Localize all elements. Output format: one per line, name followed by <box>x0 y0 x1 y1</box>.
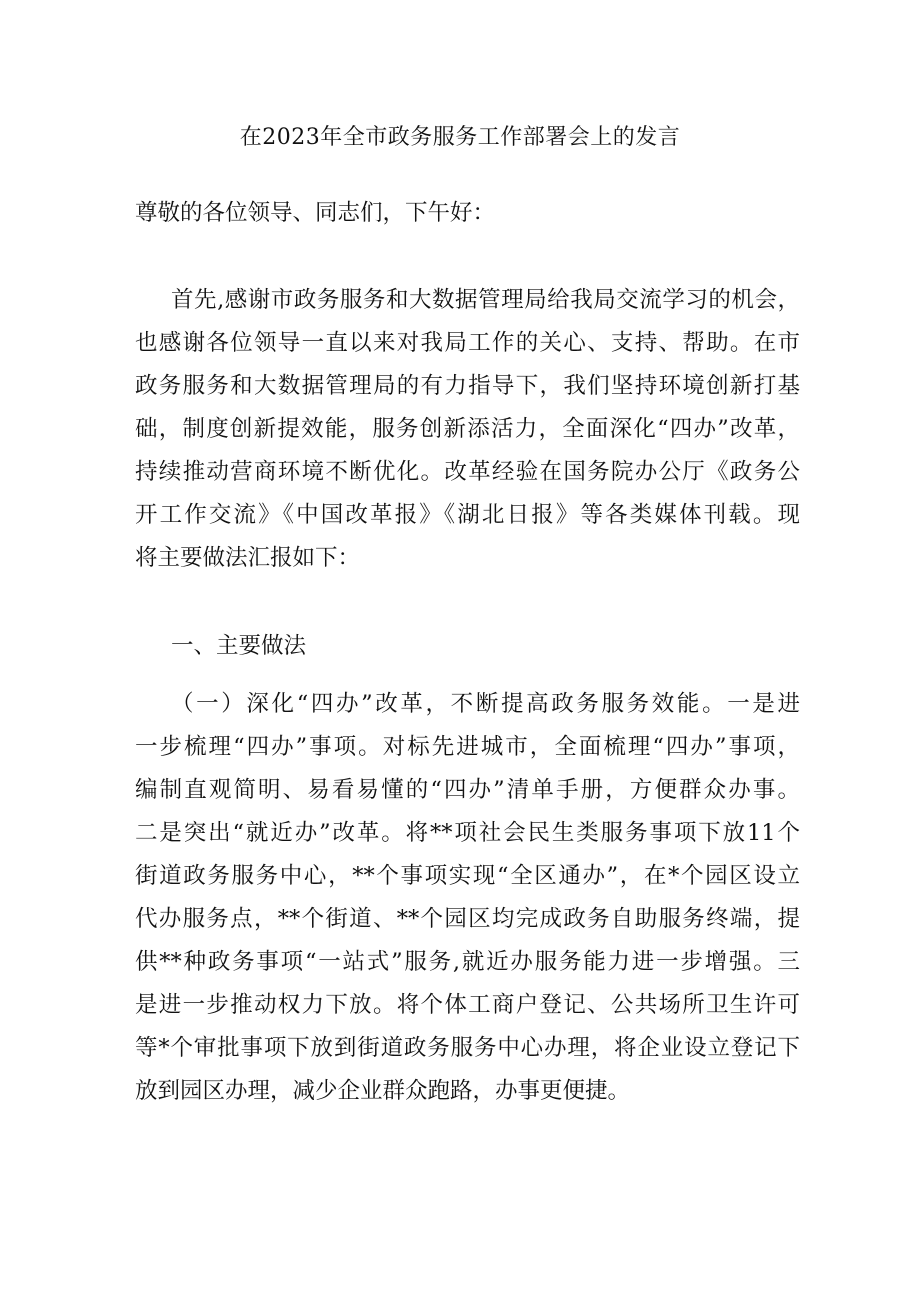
paragraph-line: 是进一步推动权力下放。将个体工商户登记、公共场所卫生许可 <box>135 992 800 1018</box>
paragraph-line: 将主要做法汇报如下： <box>135 545 361 571</box>
salutation: 尊敬的各位领导、同志们，下午好： <box>135 200 496 226</box>
paragraph-line: 也感谢各位领导一直以来对我局工作的关心、支持、帮助。在市 <box>135 330 800 356</box>
paragraph-intro <box>135 283 800 584</box>
paragraph-line: 二是突出“就近办”改革。将**项社会民生类服务事项下放11个 <box>135 820 800 846</box>
paragraph-line: 政务服务和大数据管理局的有力指导下，我们坚持环境创新打基 <box>135 373 800 399</box>
paragraph-line: 持续推动营商环境不断优化。改革经验在国务院办公厅《政务公 <box>135 459 800 485</box>
paragraph-line: 代办服务点，**个街道、**个园区均完成政务自助服务终端，提 <box>135 906 800 932</box>
paragraph-line: 编制直观简明、易看易懂的“四办”清单手册，方便群众办事。 <box>135 777 800 803</box>
paragraph-line: 开工作交流》《中国改革报》《湖北日报》等各类媒体刊载。现 <box>135 502 800 528</box>
paragraph-line: （一）深化“四办”改革，不断提高政务服务效能。一是进 <box>171 691 800 717</box>
section-heading: 一、主要做法 <box>171 633 307 659</box>
paragraph-line: 供**种政务事项“一站式”服务,就近办服务能力进一步增强。三 <box>135 949 800 975</box>
paragraph-line: 础，制度创新提效能，服务创新添活力，全面深化“四办”改革， <box>135 416 800 442</box>
paragraph-line: 首先,感谢市政务服务和大数据管理局给我局交流学习的机会， <box>171 287 800 313</box>
paragraph-line: 等*个审批事项下放到街道政务服务中心办理，将企业设立登记下 <box>135 1035 800 1061</box>
paragraph-line: 一步梳理“四办”事项。对标先进城市，全面梳理“四办”事项， <box>135 734 800 760</box>
document-title: 在2023年全市政务服务工作部署会上的发言 <box>239 125 681 150</box>
paragraph-line: 放到园区办理，减少企业群众跑路，办事更便捷。 <box>135 1078 631 1104</box>
paragraph-line: 街道政务服务中心，**个事项实现“全区通办”，在*个园区设立 <box>135 863 800 889</box>
paragraph-practices <box>135 687 800 1117</box>
